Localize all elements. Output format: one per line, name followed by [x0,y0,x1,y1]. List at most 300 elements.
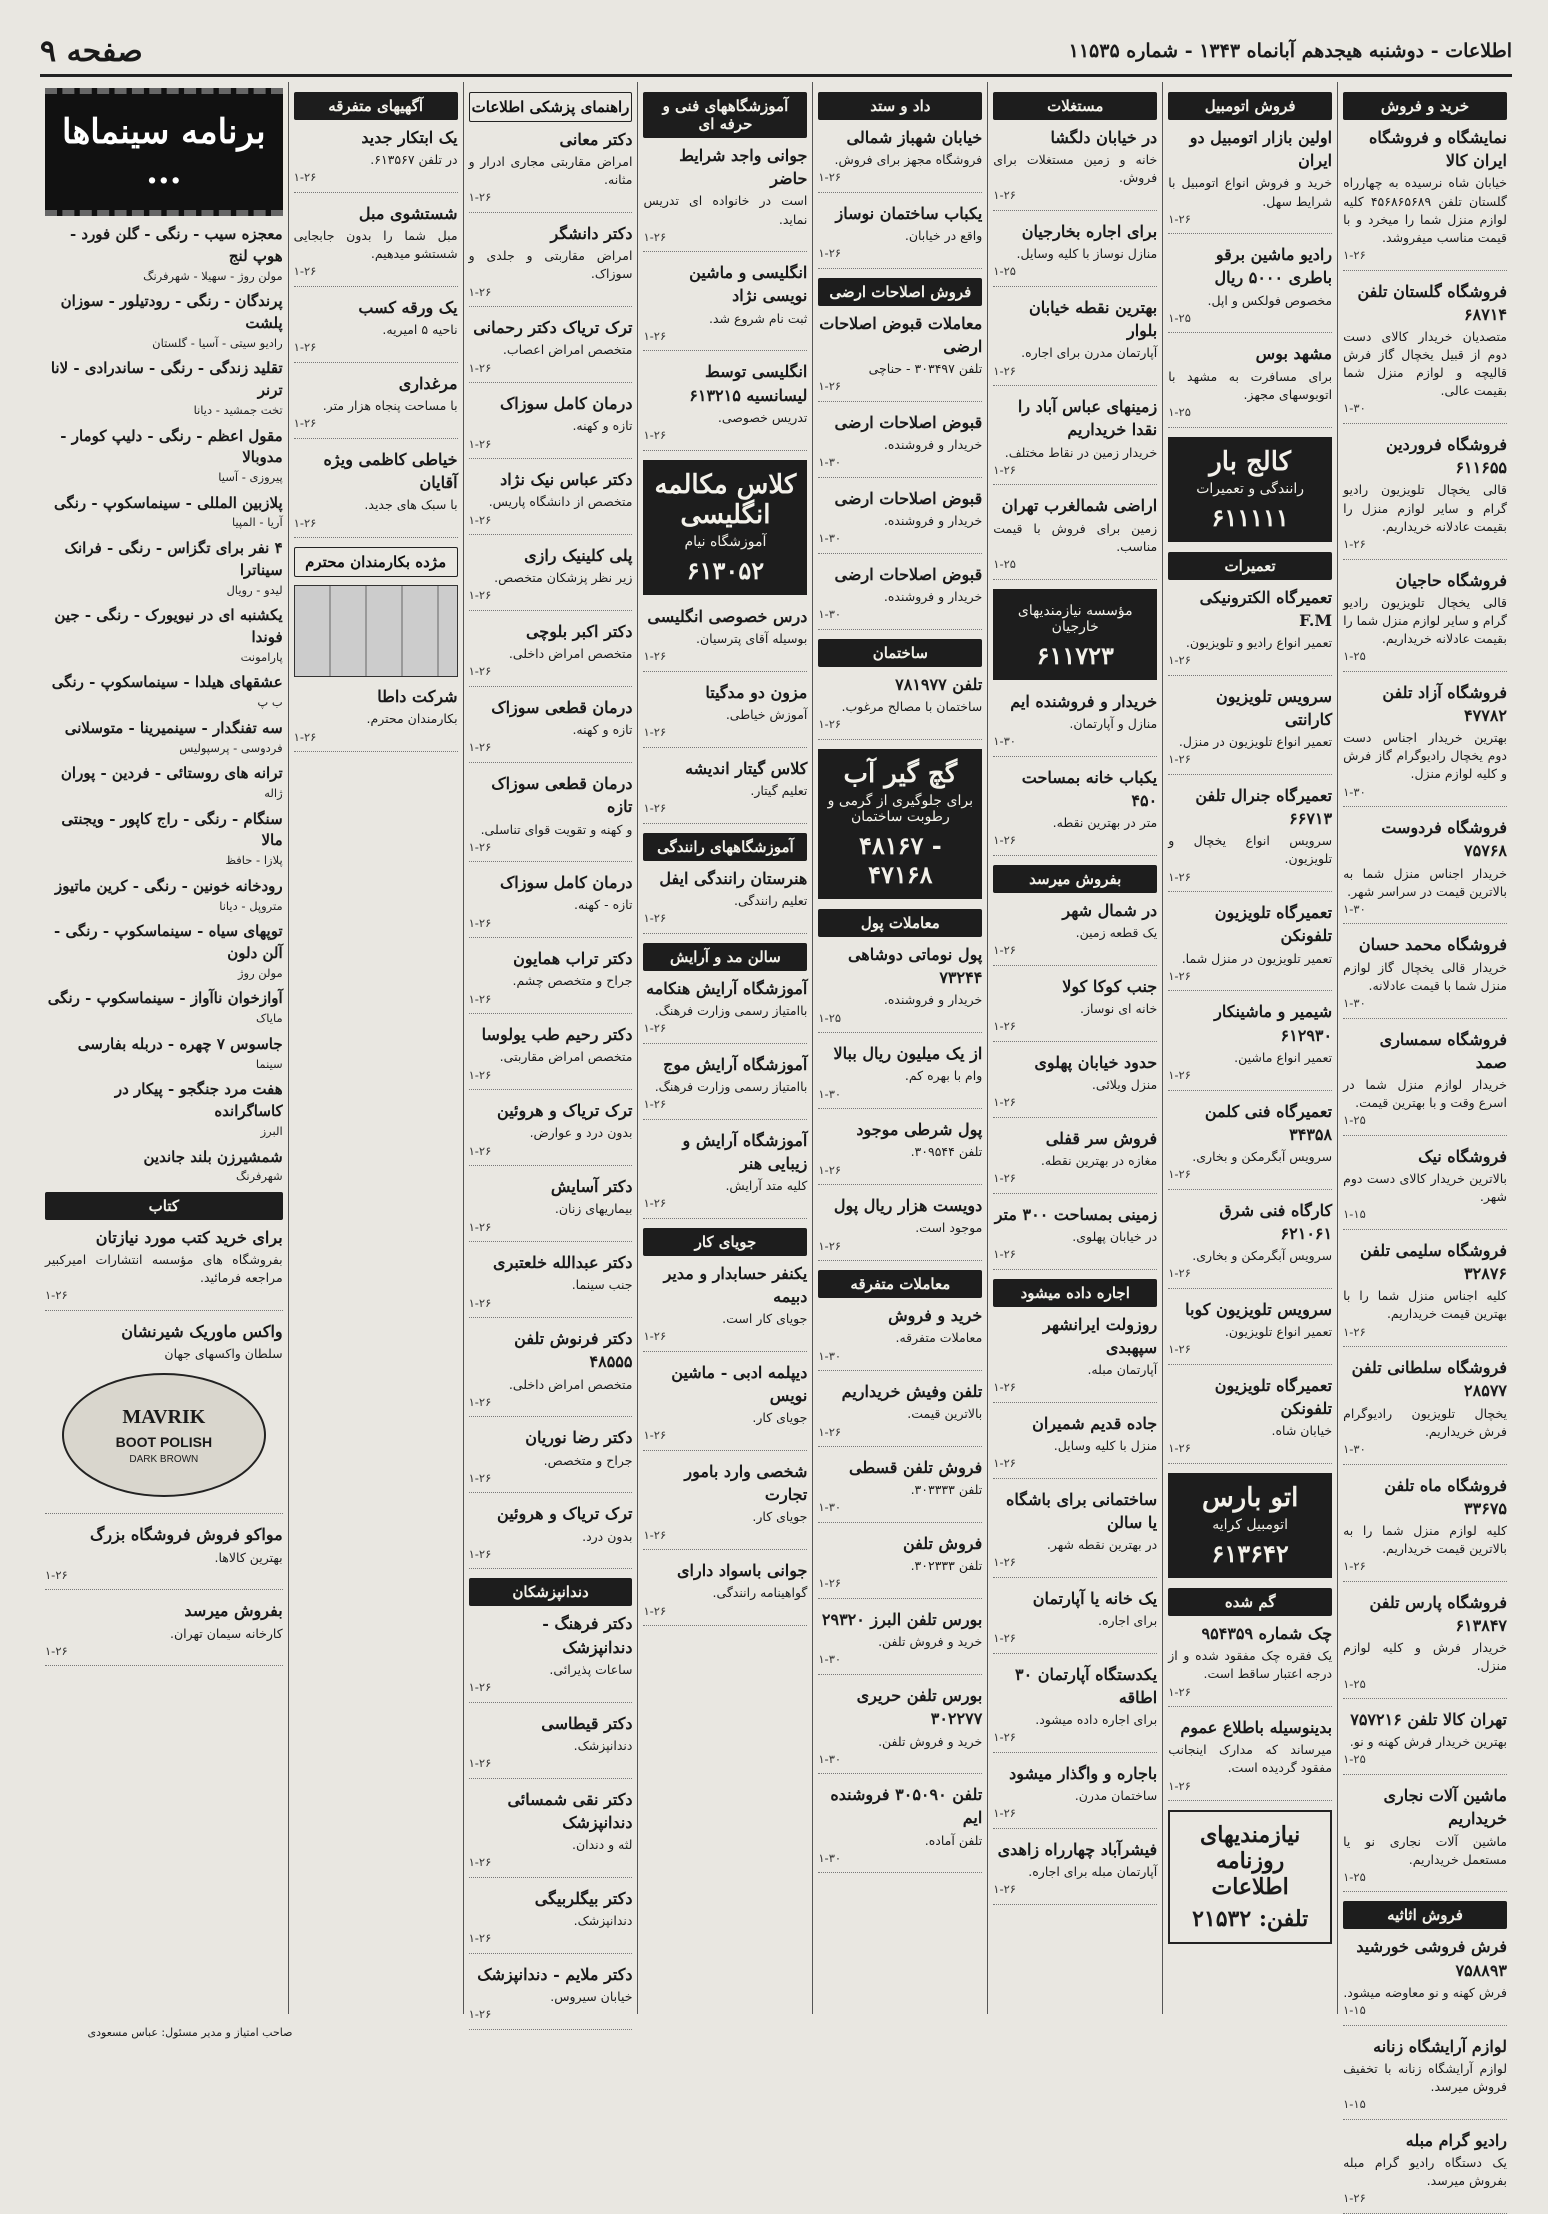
classified-ad [993,1127,1157,1194]
ad-body: جراح و متخصص. [543,1452,633,1468]
film-schedule: شهرفرنگ [236,1169,283,1184]
ad-code: ۱-۲۶ [293,340,317,355]
film-listing [45,921,283,981]
section-heading: خرید و فروش [1343,92,1507,120]
section-heading: ساختمان [818,639,982,667]
classified-ad [818,1684,982,1774]
ad-body: تلفن ۳۰۳۳۳۳. [910,1482,983,1498]
ad-body: در تلفن ۶۱۳۵۶۷. [370,152,458,168]
ad-code: ۱-۲۶ [468,436,492,451]
ad-title: دکتر رضا نوریان [525,1428,633,1448]
classified-ad [818,1532,982,1599]
ad-code: ۱-۳۰ [818,1850,842,1865]
ad-code: ۱-۲۵ [1343,1869,1366,1884]
plaster-ad [818,749,982,899]
ad-body: باامتیاز رسمی وزارت فرهنگ. [654,1078,808,1094]
box-subtitle: اتومبیل کرایه [1212,1517,1288,1534]
ad-body: مبل شما را بدون جابجایی شستشو میدهیم. [293,228,458,262]
ad-body: خریدار و فروشنده. [883,437,983,453]
ad-title: تعمیرگاه فنی کلمن ۳۴۳۵۸ [1204,1101,1333,1144]
ad-body: در خیابان پهلوی. [1072,1228,1158,1244]
ad-title: خریدار و فروشنده ایم [1010,691,1158,711]
ad-title: درمان کامل سوزاک [499,394,633,414]
classified-ad [993,1663,1157,1753]
box-phone: ۶۱۱۱۱۱ [1211,502,1289,532]
ad-code: ۱-۳۰ [818,1652,842,1667]
ad-title: درس خصوصی انگلیسی [647,606,808,626]
ad-body: ساعات پذیرائی. [549,1661,633,1677]
ad-code: ۱-۳۰ [1343,784,1366,799]
ad-code: ۱-۲۵ [818,1010,842,1025]
ad-title: معاملات قبوض اصلاحات ارضی [819,313,983,357]
ad-title: قبوض اصلاحات ارضی [834,565,983,585]
classified-ad [993,1313,1157,1403]
ad-code: ۱-۲۶ [993,1094,1016,1109]
ad-title: زمینهای عباس آباد را نقدا خریداریم [1017,397,1158,440]
ad-title: آموزشگاه آرایش موج [663,1054,808,1074]
ad-body: خریدار و فروشنده. [883,992,983,1008]
section-heading: تعمیرات [1168,552,1332,580]
ad-code: ۱-۳۰ [818,531,842,546]
film-schedule: سینما [255,1056,283,1071]
ad-body: تعمیر انواع تلویزیون. [1224,1324,1333,1340]
classified-ad [469,1327,633,1417]
film-schedule: مولن روژ [237,965,283,980]
ad-code: ۱-۲۶ [293,416,317,431]
film-schedule: تخت جمشید - دیانا [193,402,283,417]
ad-title: ساختمانی برای باشگاه یا سالن [1006,1489,1158,1532]
ad-body: لثه و دندان. [571,1836,633,1852]
ad-title: چک شماره ۹۵۴۳۵۹ [1201,1624,1333,1644]
classified-ad [469,1712,633,1779]
ad-body: ناحیه ۵ امیریه. [382,322,458,338]
classified-ad [993,1051,1157,1118]
ad-title: اراضی شمالغرب تهران [1001,496,1158,516]
ad-title: فیشرآباد چهارراه زاهدی [997,1840,1158,1860]
box-phone: ۶۱۱۷۲۳ [1036,640,1114,670]
ad-code: ۱-۲۶ [643,724,667,739]
ad-title: دکتر دانشگر [550,224,633,244]
ad-body: ماشین آلات نجاری نو یا مستعمل خریداریم. [1343,1833,1507,1867]
classified-ad [1343,1708,1507,1775]
ad-code: ۱-۲۶ [468,1470,492,1485]
classified-ad [818,487,982,554]
ad-code: ۱-۲۶ [818,379,842,394]
ad-body: معاملات متفرقه. [895,1330,983,1346]
ad-title: آموزشگاه آرایش هنکامه [646,978,808,998]
classified-ad [469,468,633,535]
ad-code: ۱-۲۶ [293,264,317,279]
classified-ad [1343,816,1507,924]
ad-code: ۱-۲۶ [1168,1778,1191,1793]
ad-code: ۱-۲۶ [643,1020,667,1035]
ad-list [1168,586,1332,1464]
ad-body: خرید و فروش تلفن. [878,1634,983,1650]
ad-code: ۱-۲۶ [468,2006,492,2021]
ad-title: فروشگاه محمد حسان [1358,935,1507,955]
ad-body: بهترین خریدار فرش کهنه و نو. [1349,1734,1507,1750]
film-schedule: متروپل - دیانا [219,898,283,913]
ad-title: در خیابان دلگشا [1050,128,1158,147]
box-title: اتو بارس [1201,1483,1299,1514]
ad-list [643,605,807,824]
ad-title: کلاس گیتار اندیشه [685,758,808,778]
ad-body: خرید و فروش انواع اتومبیل با شرایط سهل. [1168,175,1333,209]
film-title: شمشیرزن بلند جاندین [143,1147,283,1166]
ad-body: برای مسافرت به مشهد با اتوبوسهای مجهز. [1168,368,1333,402]
classified-ad [1343,433,1507,559]
classified-ad [818,411,982,478]
ad-title: فروش سر قفلی [1045,1128,1158,1148]
ad-title: در شمال شهر [1062,900,1158,920]
polish-brand: MAVRIK [122,1406,206,1429]
ad-body: متر در بهترین نقطه. [1052,814,1158,830]
classified-ad [993,1587,1157,1654]
film-listing [45,1147,283,1185]
section-heading: معاملات پول [818,909,982,937]
ad-code: ۱-۲۶ [1168,968,1191,983]
ad-code: ۱-۳۰ [818,455,842,470]
ad-list [818,312,982,630]
classified-ad [469,1612,633,1702]
ad-title: دیپلمه ادبی - ماشین نویس [671,1362,808,1406]
ad-code: ۱-۲۶ [993,1019,1016,1033]
ad-body: تعلیم گیتار. [750,782,808,798]
box-phone: ۶۱۳۶۴۲ [1211,1539,1289,1569]
film-listing [45,426,283,486]
film-title: هفت مرد جنگجو - پیکار در کاساگرانده [114,1080,283,1121]
classified-ad [643,144,807,252]
classified-ad [1168,342,1332,427]
ad-code: ۱-۲۶ [643,1096,667,1111]
ad-title: سرویس تلویزیون کارانتی [1215,686,1333,729]
classified-ad [1343,1591,1507,1699]
film-title: پرندگان - رنگی - رودتیلور - سوزان پلشت [60,292,283,332]
box-subtitle: رانندگی و تعمیرات [1196,480,1305,497]
ad-body: متخصص از دانشگاه پاریس. [488,494,633,510]
film-title: عشقهای هیلدا - سینماسکوپ - رنگی [51,673,283,692]
film-listing [45,718,283,756]
ad-title: فرش فروشی خورشید ۷۵۸۸۹۳ [1356,1937,1507,1980]
classified-ad [1343,1239,1507,1347]
ad-body: سرویس آبگرمکن و بخاری. [1192,1248,1333,1264]
ad-body: بالاترین خریدار کالای دست دوم شهر. [1343,1171,1507,1205]
ad-title: پول شرطی موجود [856,1120,983,1140]
ad-title: جوانی باسواد دارای [677,1561,808,1581]
ad-body: بکارمندان محترم. [366,711,458,727]
ad-code: ۱-۲۶ [45,1643,68,1658]
classified-ad [469,947,633,1014]
film-title: ۴ نفر برای تگزاس - رنگی - فرانک سیناترا [64,539,283,579]
ad-code: ۱-۲۶ [45,1567,68,1582]
ad-title: مشهد بوس [1255,344,1333,364]
ad-body: بهترین خریدار اجناس دست دوم یخچال رادیوگرام گاز فرش و کلیه لوازم منزل. [1343,730,1507,782]
ad-title: تلفن وفیش خریداریم [841,1382,983,1402]
autobars-ad [1168,1473,1332,1578]
ad-code: ۱-۲۶ [468,588,492,603]
box-subtitle: برای جلوگیری از گرمی و رطوبت ساختمان [827,793,973,826]
ad-code: ۱-۲۶ [1168,1266,1191,1281]
ad-code: ۱-۲۶ [1343,1324,1366,1339]
ad-body: موجود است. [915,1220,983,1236]
classified-ad [993,1412,1157,1479]
section-heading: جویای کار [643,1228,807,1256]
film-listing [45,988,283,1026]
classified-ad [643,757,807,824]
classifieds-notice [1168,1810,1332,1944]
classified-ad [1343,1356,1507,1464]
ad-code: ۱-۲۶ [643,1329,667,1344]
ad-code: ۱-۲۶ [468,512,492,527]
ad-title: درمان کامل سوزاک [499,873,633,893]
college-bar-ad [1168,437,1332,542]
classified-ad [469,1426,633,1493]
ad-body: وام با بهره کم. [904,1068,983,1084]
ad-title: کارگاه فنی شرق ۶۲۱۰۶۱ [1219,1200,1333,1243]
ad-list [993,126,1157,580]
section-heading: مژده بکارمندان محترم [294,547,458,577]
ad-title: یکباب خانه بمساحت ۴۵۰ [1021,767,1158,810]
classified-ad [643,261,807,351]
film-listing [45,538,283,598]
ad-title: اولین بازار اتومبیل دو ایران [1189,128,1333,171]
classified-ad [469,1502,633,1569]
classified-ad [469,1023,633,1090]
ad-list [294,685,458,752]
ad-body: متصدیان خریدار کالای دست دوم از قبیل یخچال گاز فرش قالیچه و لوازم منزل شما بقیمت عالی. [1343,328,1507,399]
film-title: مقول اعظم - رنگی - دلیپ کومار - مدوبالا [60,426,283,467]
ad-body: تلفن آماده. [924,1832,983,1848]
classified-ad [45,1523,283,1590]
ad-title: قبوض اصلاحات ارضی [834,489,983,509]
ad-code: ۱-۳۰ [818,1500,842,1515]
ad-body: با سبک های جدید. [364,497,458,513]
classified-ad [1168,901,1332,991]
ad-title: آموزشگاه آرایش و زیبایی هنر [682,1130,808,1173]
ad-title: فروش تلفن [902,1534,983,1554]
ad-body: امراض مقاربتی و جلدی و سوزاک. [468,248,633,282]
box-subtitle: آموزشگاه نیام [684,533,767,550]
ad-title: فروشگاه سلیمی تلفن ۳۲۸۷۶ [1360,1240,1507,1284]
ad-title: دکتر نقی شمسائی دندانپزشک [507,1789,633,1832]
ad-title: جوانی واجد شرایط حاضر [679,146,808,189]
ad-body: یک قطعه زمین. [1075,924,1158,940]
ad-title: تعمیرگاه الکترونیکی F.M [1199,587,1333,630]
polish-tin-icon [62,1373,266,1497]
ad-title: تلفن ۳۰۵۰۹۰ فروشنده ایم [830,1785,983,1828]
classified-ad [993,1488,1157,1578]
film-listing [45,763,283,801]
ad-body: منازل نوساز با کلیه وسایل. [1016,246,1158,262]
cinema-banner: برنامه سینماها ... [45,88,283,216]
ad-body: امراض مقاربتی مجاری ادرار و مثانه. [468,154,633,188]
ad-title: برای خرید کتب مورد نیازتان [95,1227,283,1247]
classified-ad [818,202,982,269]
ad-code: ۱-۲۶ [818,1162,842,1177]
classified-ad [469,1251,633,1318]
ad-title: از یک میلیون ریال ببالا [833,1044,983,1064]
ad-list [1168,1622,1332,1801]
classified-ad [1343,1784,1507,1892]
ad-body: تعلیم رانندگی. [733,892,808,908]
ad-code: ۱-۲۶ [468,1546,492,1561]
ad-body: متخصص امراض داخلی. [508,646,633,662]
classified-ad [818,1608,982,1675]
film-title: ترانه های روستائی - فردین - پوران [60,764,283,783]
ad-title: بهترین نقطه خیابان بلوار [1029,298,1158,341]
classified-ad [294,685,458,752]
ad-title: فروشگاه سلطانی تلفن ۲۸۵۷۷ [1351,1358,1507,1401]
ad-code: ۱-۲۶ [818,717,842,732]
ad-title: فروش تلفن قسطی [849,1458,983,1478]
film-listing [45,358,283,418]
ad-code: ۱-۲۶ [993,1170,1016,1185]
film-listing [45,876,283,914]
ad-code: ۱-۳۰ [818,1086,842,1101]
classified-ad [643,867,807,934]
ad-title: ترک تریاک دکتر رحمانی [473,318,633,338]
ad-code: ۱-۲۶ [643,427,667,442]
ad-body: بوسیله آقای پترسیان. [696,630,808,646]
ad-body: خرید و فروش تلفن. [878,1733,983,1749]
ad-list [45,1226,283,1311]
film-schedule: ب پ [257,695,283,710]
ad-code: ۱-۲۶ [643,1428,667,1443]
column-medical [463,82,638,2021]
ad-title: فروشگاه فردوست ۷۵۷۶۸ [1381,818,1507,861]
ad-body: جنب سینما. [571,1277,633,1293]
ad-body: ساختمان با مصالح مرغوب. [841,699,983,715]
ad-list [469,128,633,1569]
ad-body: تدریس خصوصی. [717,409,808,425]
notice-phone: تلفن: ۲۱۵۳۲ [1192,1906,1309,1933]
ad-body: کارخانه سیمان تهران. [169,1625,283,1641]
classified-ad [818,1118,982,1185]
section-heading: آموزشگاههای فنی و حرفه ای [643,92,807,138]
ad-body: خانه و زمین مستغلات برای فروش. [993,152,1158,186]
ad-code: ۱-۲۶ [993,462,1016,477]
ad-title: شیمیر و ماشینکار ۶۱۲۹۳۰ [1214,1002,1333,1045]
ad-body: سرویس انواع یخچال و تلویزیون. [1168,833,1333,867]
film-listing [45,1079,283,1139]
ad-title: مواکو فروش فروشگاه بزرگ [90,1525,283,1545]
section-heading: فروش اثاثیه [1343,1901,1507,1929]
ad-title: فروشگاه فروردین ۶۱۱۶۵۵ [1386,435,1507,478]
ad-code: ۱-۲۶ [993,1380,1016,1395]
ad-body: گواهینامه رانندگی. [712,1585,808,1601]
ad-title: دکتر قیطاسی [541,1713,633,1733]
ad-title: دکتر اکبر بلوچی [525,622,633,642]
ad-list [993,899,1157,1270]
polish-ad [45,1320,283,1514]
ad-code: ۱-۲۶ [468,1755,492,1770]
ad-body: متخصص امراض اعصاب. [502,342,633,358]
classified-ad [643,681,807,748]
ad-code: ۱-۲۶ [1168,1342,1191,1357]
ad-title: بورس تلفن حریری ۳۰۲۲۷۷ [856,1686,983,1729]
ad-title: یک ورقه کسب [358,298,458,318]
ad-body: خانه ای نوساز. [1080,1000,1158,1016]
ad-code: ۱-۳۰ [1343,1441,1366,1456]
classified-ad [1168,1100,1332,1190]
ad-title: دکتر آسایش [550,1177,633,1197]
ad-code: ۱-۲۶ [468,1219,492,1234]
ad-title: فروشگاه نیک [1418,1146,1507,1166]
ad-title: دکتر عبدالله خلعتبری [493,1253,633,1273]
ad-title: دکتر رحیم طب یولوسا [481,1025,633,1045]
ad-body: ثبت نام شروع شد. [709,310,808,326]
ad-code: ۱-۲۶ [468,991,492,1006]
ad-title: رادیو گرام مبله [1405,2130,1507,2150]
ad-title: دکتر تراب همایون [513,949,633,969]
ad-code: ۱-۲۵ [1343,1676,1366,1691]
film-schedule: لیدو - رویال [226,582,283,597]
ad-title: فروشگاه گلستان تلفن ۶۸۷۱۴ [1357,281,1507,324]
classified-ad [643,1262,807,1352]
ad-code: ۱-۳۰ [1343,995,1366,1010]
ad-list [1343,126,1507,1892]
ad-body: تعمیر تلویزیون در منزل شما. [1181,950,1333,966]
ad-code: ۱-۲۶ [818,1238,842,1253]
classified-ad [469,128,633,213]
ad-code: ۱-۲۵ [1343,649,1366,664]
film-schedule: پلازا - حافظ [225,853,283,868]
film-title: آوازخوان ناآواز - سینماسکوپ - رنگی [47,989,283,1008]
ad-body: و کهنه و تقویت قوای تناسلی. [480,821,633,837]
section-heading: فروش اصلاحات ارضی [818,278,982,306]
ad-title: خرید و فروش [888,1306,983,1326]
ad-code: ۱-۲۶ [293,170,317,185]
classified-ad [469,1788,633,1878]
ad-code: ۱-۳۰ [818,1751,842,1766]
film-listing [45,809,283,869]
ad-body: لوازم آرایشگاه زنانه با تخفیف فروش میرسد. [1343,2060,1507,2094]
ad-code: ۱-۲۶ [993,1246,1016,1261]
box-phone: ۶۱۳۰۵۲ [686,555,765,585]
ad-code: ۱-۲۶ [468,1143,492,1158]
classified-ad [1168,1716,1332,1801]
section-heading: دندانپزشکان [469,1578,633,1606]
classified-ad [1168,784,1332,892]
classified-ad [818,563,982,630]
ad-code: ۱-۲۶ [1168,1684,1191,1699]
ad-title: بدینوسیله باطلاع عموم [1180,1718,1333,1738]
ad-title: درمان قطعی سوزاک تازه [491,774,633,817]
ad-code: ۱-۲۶ [1343,247,1366,262]
ad-body: بفروشگاه های مؤسسه انتشارات امیرکبیر مراجعه فرمائید. [45,1252,283,1286]
ad-code: ۱-۲۶ [1168,1067,1191,1082]
ad-code: ۱-۲۶ [1343,1559,1366,1574]
ad-title: ماشین آلات نجاری خریداریم [1383,1786,1507,1829]
classified-ad [1343,280,1507,425]
ad-body: واقع در خیابان. [904,228,983,244]
classified-ad [1168,1374,1332,1464]
ad-body: میرساند که مدارک اینجانب مفقود گردیده است. [1168,1742,1333,1776]
classified-ad [643,1053,807,1120]
ad-list [1168,126,1332,428]
classified-ad [1168,586,1332,676]
classified-ad [469,871,633,938]
classified-ad [818,673,982,740]
ad-code: ۱-۲۶ [818,170,842,185]
classified-ad [1168,685,1332,775]
section-heading: مستغلات [993,92,1157,120]
ad-title: یکباب ساختمان نوساز [835,203,983,223]
classified-ad [818,1380,982,1447]
ad-title: خیابان شهباز شمالی [846,128,983,147]
classified-ad [818,1194,982,1261]
notice-title: نیازمندیهای روزنامه اطلاعات [1200,1822,1301,1901]
